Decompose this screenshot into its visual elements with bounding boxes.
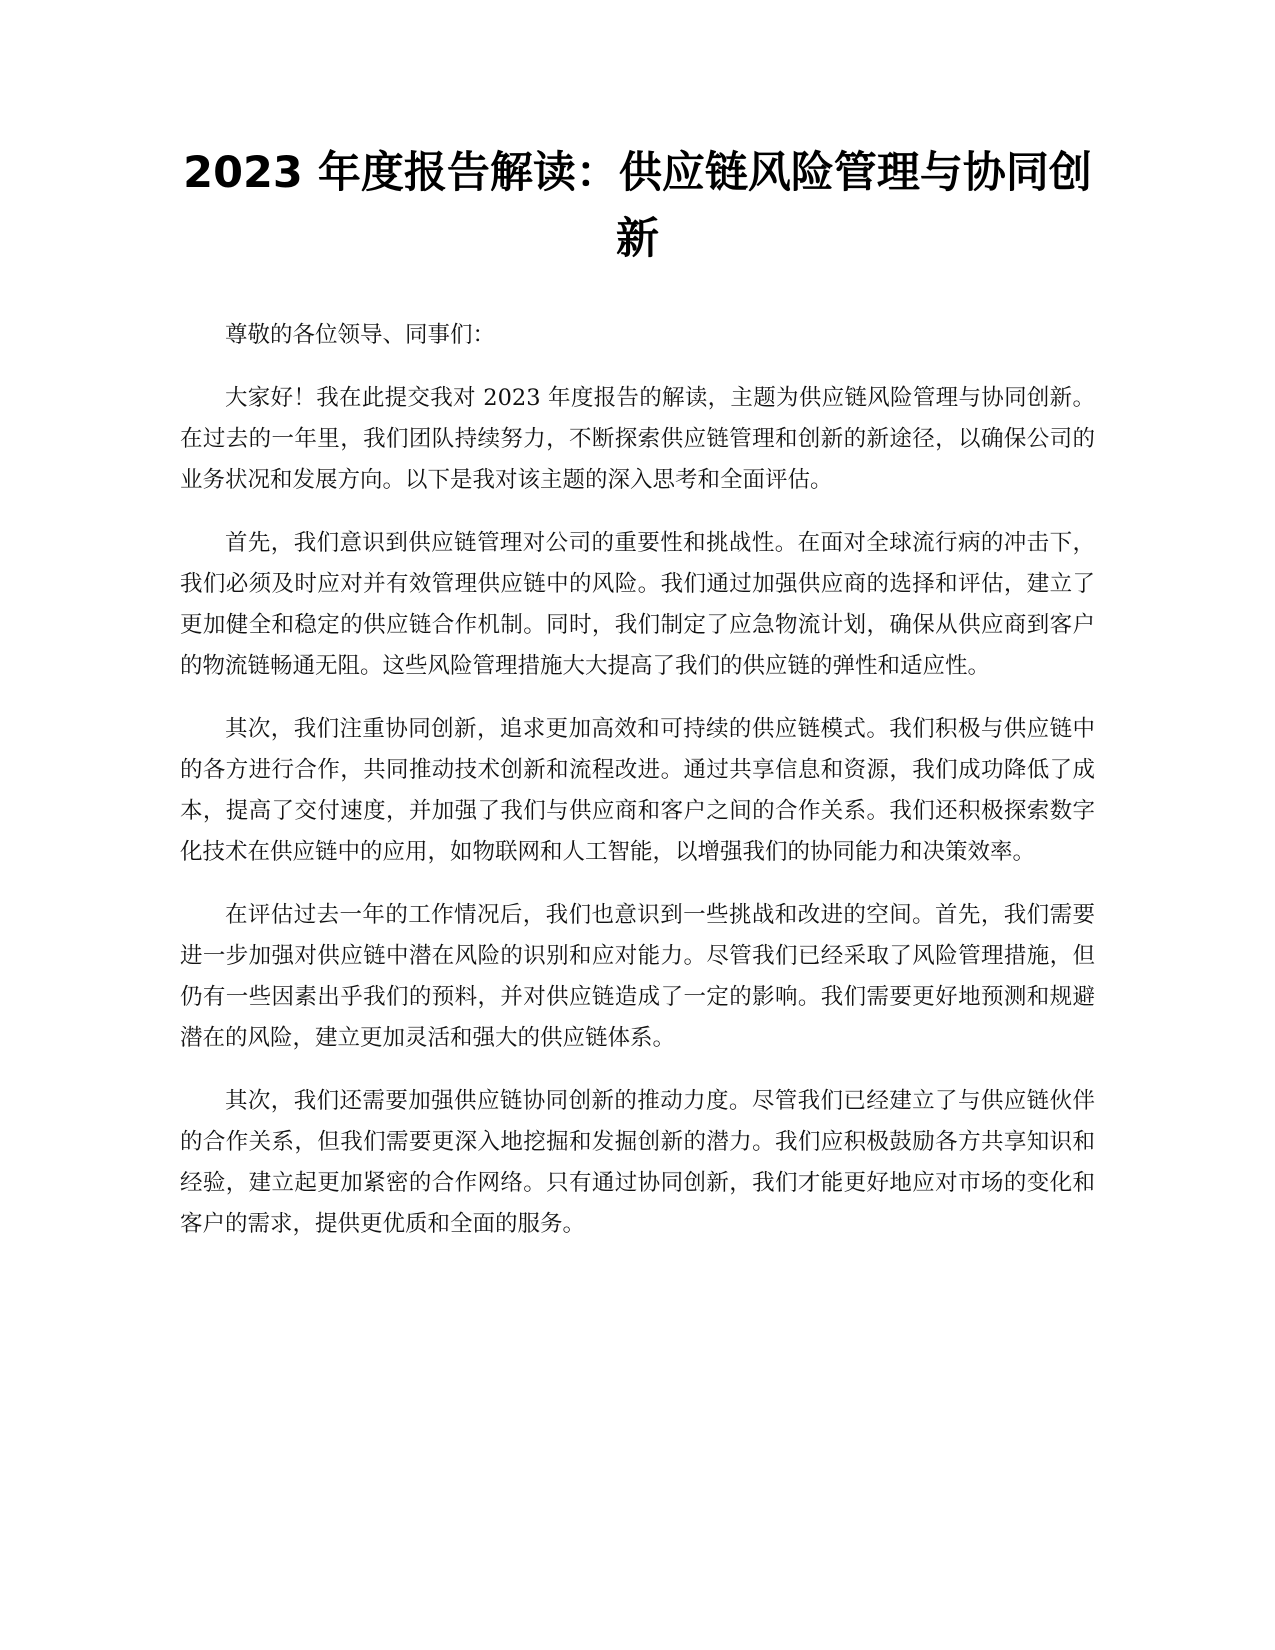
challenges-paragraph: 在评估过去一年的工作情况后，我们也意识到一些挑战和改进的空间。首先，我们需要进一步加强对供应链中潜在风险的识别和应对能力。尽管我们已经采取了风险管理措施，但仍有一些因素出乎我们的预料，并对供应链造成了一定的影响。我们需要更好地预测和规避潜在的风险，建立更加灵活和强大的供应链体系。	[180, 902, 1095, 1051]
intro-paragraph: 大家好！我在此提交我对 2023 年度报告的解读，主题为供应链风险管理与协同创新。在过去的一年里，我们团队持续努力，不断探索供应链管理和创新的新途径，以确保公司的业务状况和发展方向。以下是我对该主题的深入思考和全面评估。	[180, 385, 1095, 493]
collaborative-innovation-paragraph: 其次，我们注重协同创新，追求更加高效和可持续的供应链模式。我们积极与供应链中的各方进行合作，共同推动技术创新和流程改进。通过共享信息和资源，我们成功降低了成本，提高了交付速度，并加强了我们与供应商和客户之间的合作关系。我们还积极探索数字化技术在供应链中的应用，如物联网和人工智能，以增强我们的协同能力和决策效率。	[180, 716, 1095, 865]
salutation-paragraph: 尊敬的各位领导、同事们：	[225, 322, 496, 348]
document-body	[180, 315, 1095, 1267]
improvement-paragraph: 其次，我们还需要加强供应链协同创新的推动力度。尽管我们已经建立了与供应链伙伴的合作关系，但我们需要更深入地挖掘和发掘创新的潜力。我们应积极鼓励各方共享知识和经验，建立起更加紧密的合作网络。只有通过协同创新，我们才能更好地应对市场的变化和客户的需求，提供更优质和全面的服务。	[180, 1088, 1095, 1237]
document-title: 2023 年度报告解读：供应链风险管理与协同创新	[183, 148, 1092, 264]
risk-management-paragraph: 首先，我们意识到供应链管理对公司的重要性和挑战性。在面对全球流行病的冲击下，我们必须及时应对并有效管理供应链中的风险。我们通过加强供应商的选择和评估，建立了更加健全和稳定的供应链合作机制。同时，我们制定了应急物流计划，确保从供应商到客户的物流链畅通无阻。这些风险管理措施大大提高了我们的供应链的弹性和适应性。	[180, 530, 1095, 679]
